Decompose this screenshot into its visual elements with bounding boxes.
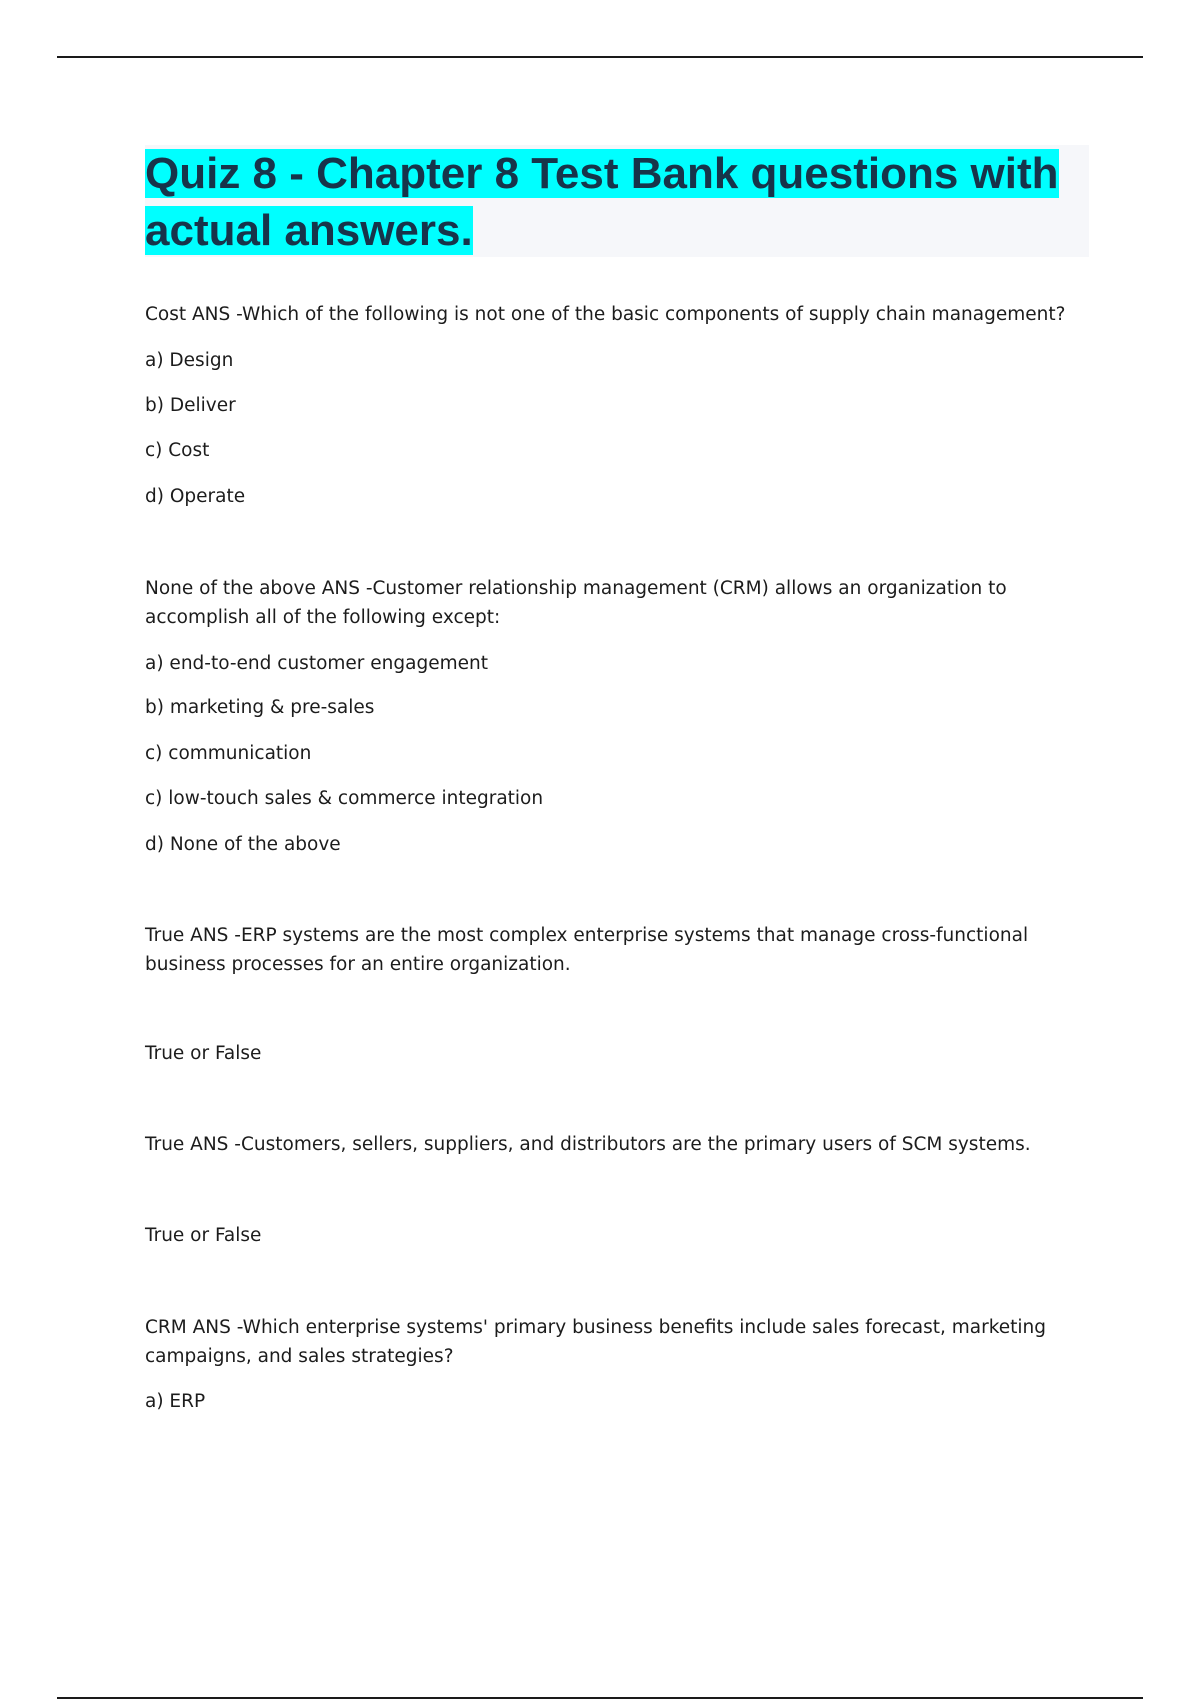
title-block	[145, 145, 1089, 257]
question-4-text: True ANS -Customers, sellers, suppliers, and distributors are the primary users of SCM systems.	[145, 1134, 1031, 1155]
question-2-option-a: a) end-to-end customer engagement	[145, 653, 488, 674]
question-1-option-a: a) Design	[145, 350, 234, 371]
question-3-text: True ANS -ERP systems are the most complex enterprise systems that manage cross-functional business processes for an entire organization.	[145, 925, 1029, 975]
document-title	[145, 145, 1089, 259]
title-highlight: Quiz 8 - Chapter 8 Test Bank questions with actual answers.	[145, 149, 1059, 255]
question-2-option-c2: c) low-touch sales & commerce integration	[145, 788, 544, 809]
question-2-option-c: c) communication	[145, 743, 312, 764]
question-2-option-d: d) None of the above	[145, 834, 341, 855]
question-5-option-a: a) ERP	[145, 1391, 206, 1412]
question-2-text: None of the above ANS -Customer relationship management (CRM) allows an organization to accomplish all of the following except:	[145, 578, 1007, 628]
footer-rule	[57, 1697, 1143, 1699]
header-rule	[57, 56, 1143, 58]
question-2-option-b: b) marketing & pre-sales	[145, 697, 375, 718]
question-1-option-b: b) Deliver	[145, 395, 236, 416]
question-1-option-c: c) Cost	[145, 440, 210, 461]
question-1-option-d: d) Operate	[145, 486, 246, 507]
question-4-prompt: True or False	[145, 1225, 262, 1246]
question-3-prompt: True or False	[145, 1043, 262, 1064]
question-5-text: CRM ANS -Which enterprise systems' primary business benefits include sales forecast, marketing campaigns, and sales strategies?	[145, 1317, 1047, 1367]
question-1-text: Cost ANS -Which of the following is not one of the basic components of supply chain management?	[145, 304, 1066, 325]
